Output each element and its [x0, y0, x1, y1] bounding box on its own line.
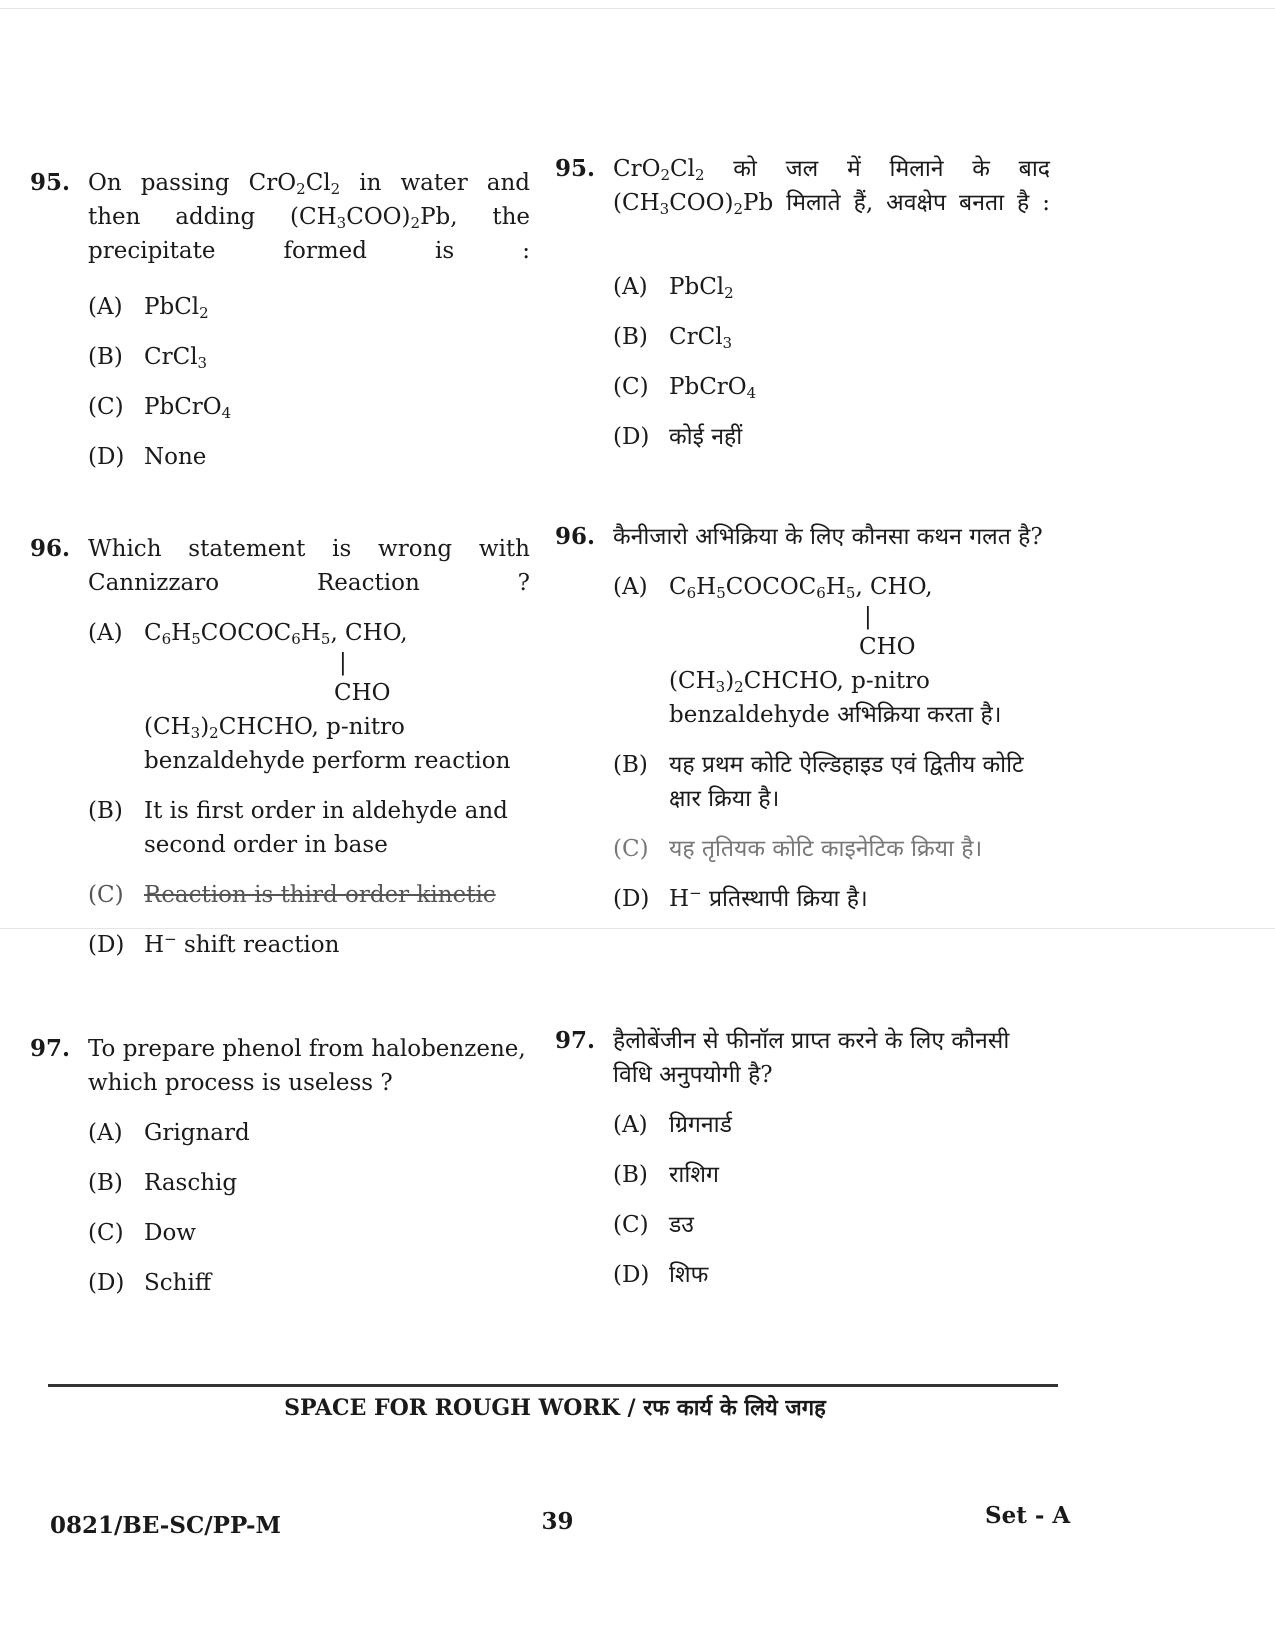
- question-95-en: [30, 166, 530, 474]
- rough-work-label: SPACE FOR ROUGH WORK / रफ कार्य के लिये जगह: [284, 1395, 826, 1421]
- footer-divider: [48, 1384, 1058, 1387]
- question-number: 95.: [555, 155, 596, 182]
- paper-code: 0821/BE-SC/PP-M: [50, 1512, 282, 1539]
- question-96-hi: [555, 520, 1050, 916]
- question-text: To prepare phenol from halobenzene, which process is useless ?: [88, 1036, 526, 1096]
- question-number: 97.: [555, 1027, 596, 1054]
- option-d: (D) None: [88, 444, 207, 470]
- option-a: (A) ग्रिगनार्ड: [613, 1112, 732, 1138]
- question-97-hi: [555, 1024, 1050, 1292]
- option-b: (B) यह प्रथम कोटि ऐल्डिहाइड एवं द्वितीय कोटि क्षार क्रिया है।: [613, 752, 1024, 812]
- option-c: (C) यह तृतियक कोटि काइनेटिक क्रिया है।: [613, 836, 983, 862]
- option-b: (B) It is first order in aldehyde and second order in base: [88, 798, 508, 858]
- option-d: (D) H− प्रतिस्थापी क्रिया है।: [613, 884, 868, 912]
- question-text: कैनीजारो अभिक्रिया के लिए कौनसा कथन गलत है?: [613, 524, 1043, 550]
- question-number: 95.: [30, 169, 71, 196]
- option-a: (A) PbCl$_2$: [88, 294, 209, 322]
- option-a: (A) PbCl$_2$: [613, 274, 734, 302]
- option-b: (B) CrCl$_3$: [613, 324, 733, 352]
- question-text: Which statement is wrong with Cannizzaro Reaction ?: [88, 536, 530, 596]
- set-label: Set - A: [985, 1502, 1071, 1529]
- option-a: (A) $C_6H_5COCOC_6H_5$, CHO, | CHO $(CH_3)_2CHCHO$, p-nitro benzaldehyde अभिक्रिया करता है।: [613, 574, 1002, 728]
- page-number: 39: [541, 1508, 574, 1535]
- question-text: हैलोबेंजीन से फीनॉल प्राप्त करने के लिए कौनसी विधि अनुपयोगी है?: [613, 1028, 1010, 1088]
- question-number: 97.: [30, 1035, 71, 1062]
- option-c: (C) Reaction is third order kinetic: [88, 882, 496, 908]
- question-96-en: [30, 532, 530, 962]
- question-97-en: [30, 1032, 530, 1300]
- question-number: 96.: [555, 523, 596, 550]
- option-c: (C) डउ: [613, 1212, 694, 1238]
- question-95-hi: [555, 152, 1050, 454]
- option-b: (B) CrCl$_3$: [88, 344, 208, 372]
- option-d: (D) H− shift reaction: [88, 930, 340, 958]
- question-number: 96.: [30, 535, 71, 562]
- option-b: (B) राशिग: [613, 1162, 719, 1188]
- option-c: (C) PbCrO$_4$: [88, 394, 232, 422]
- question-text: $CrO_2Cl_2$ को जल में मिलाने के बाद $(CH_3COO)_2Pb$ मिलाते हैं, अवक्षेप बनता है :: [613, 156, 1050, 218]
- option-a: (A) Grignard: [88, 1120, 250, 1146]
- option-d: (D) Schiff: [88, 1270, 212, 1296]
- option-a: (A) $C_6H_5COCOC_6H_5$, CHO, | CHO $(CH_3)_2CHCHO$, p-nitro benzaldehyde perform reaction: [88, 620, 511, 774]
- option-c: (C) Dow: [88, 1220, 196, 1246]
- option-c: (C) PbCrO$_4$: [613, 374, 757, 402]
- option-b: (B) Raschig: [88, 1170, 238, 1196]
- question-text: On passing $CrO_2Cl_2$ in water and then adding $(CH_3COO)_2Pb$, the precipitate formed is :: [88, 170, 530, 264]
- option-d: (D) शिफ: [613, 1262, 709, 1288]
- option-d: (D) कोई नहीं: [613, 424, 743, 450]
